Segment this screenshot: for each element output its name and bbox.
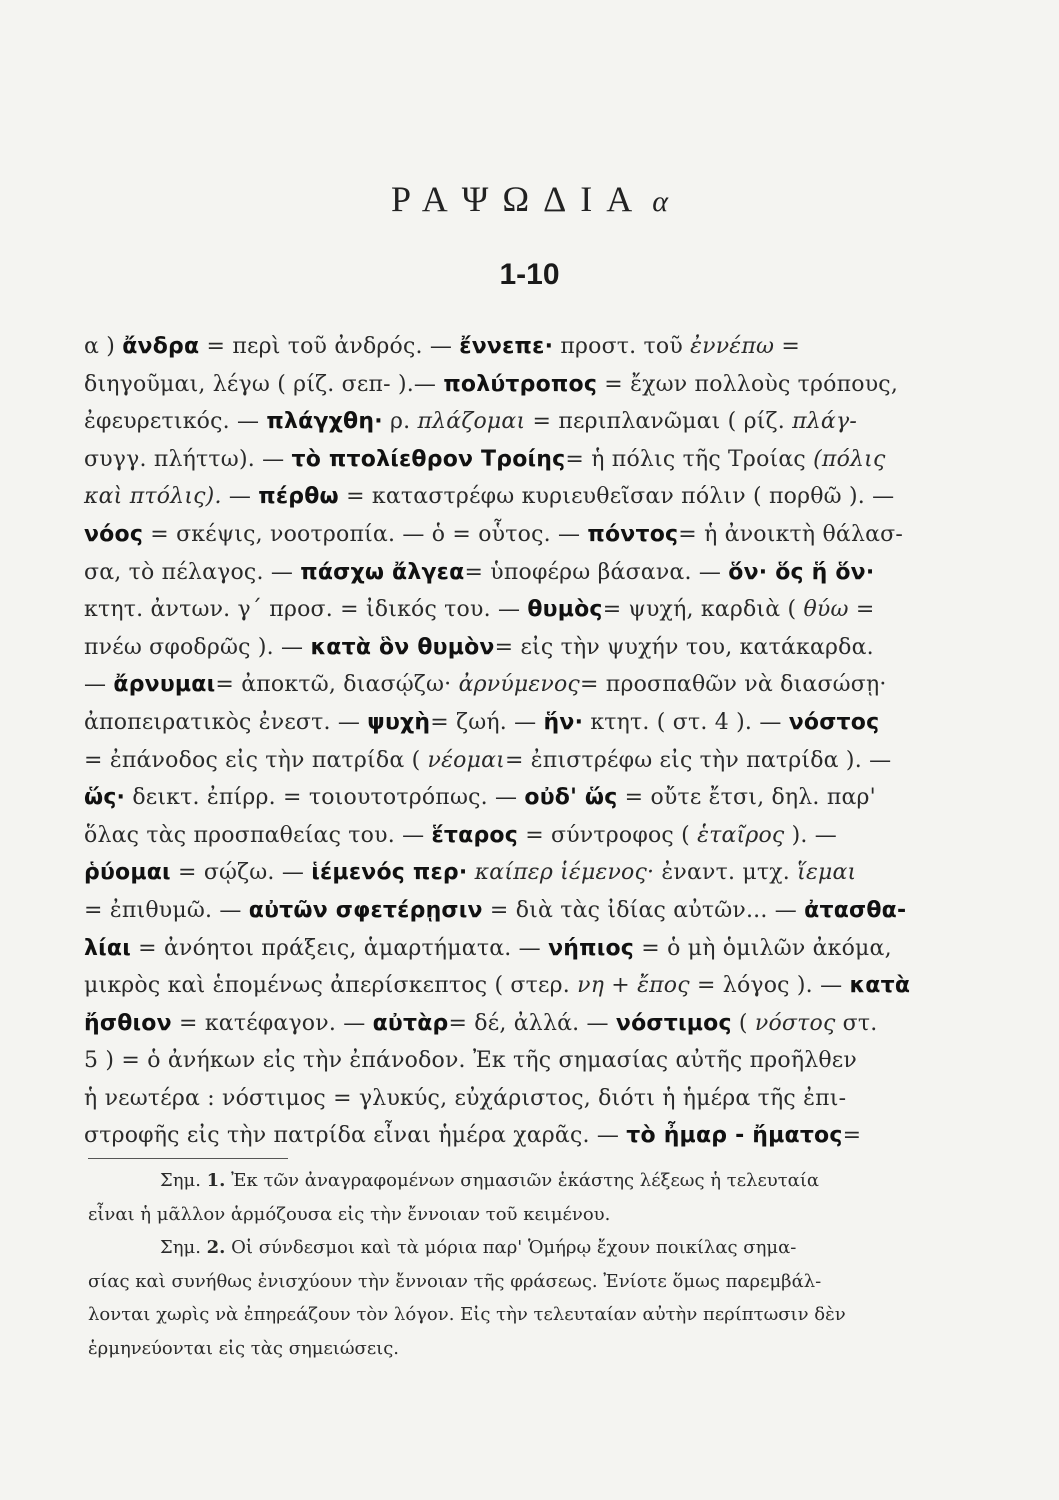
headword: ῥύομαι (84, 860, 171, 886)
footnotes (88, 1164, 968, 1365)
commentary-text (84, 328, 964, 1155)
commentary-line: ἐφευρετικός. — πλάγχθη· ρ. πλάζομαι = περιπλανῶμαι ( ρίζ. πλάγ- (84, 409, 857, 435)
headword: νόστος (788, 709, 880, 735)
commentary-line: στροφῆς εἰς τὴν πατρίδα εἶναι ἡμέρα χαρᾶς. — τὸ ἦμαρ - ἤματος= (84, 1123, 862, 1149)
commentary-line: = ἐπάνοδος εἰς τὴν πατρίδα ( νέομαι= ἐπιστρέφω εἰς τὴν πατρίδα ). — (84, 747, 892, 773)
headword: πόντος (587, 521, 679, 547)
italic-term: νόστος (754, 1010, 836, 1036)
commentary-line: ῥύομαι = σῴζω. — ἱέμενός περ· καίπερ ἱέμενος· ἐναντ. μτχ. ἵεμαι (84, 860, 857, 886)
italic-term: ἔπος (637, 973, 690, 999)
commentary-line: α ) ἄνδρα = περὶ τοῦ ἀνδρός. — ἔννεπε· προστ. τοῦ ἐννέπω = (84, 334, 800, 359)
headword: ἤσθιον (84, 1010, 172, 1036)
italic-term: καίπερ ἱέμενος· (474, 860, 655, 886)
commentary-line: σα, τὸ πέλαγος. — πάσχω ἄλγεα= ὑποφέρω βάσανα. — ὅν· ὅς ἥ ὅν· (84, 559, 875, 585)
headword: νόος (84, 521, 144, 547)
commentary-line: ἤσθιον = κατέφαγον. — αὐτὰρ= δέ, ἀλλά. — νόστιμος ( νόστος στ. (84, 1010, 878, 1036)
commentary-line: νόος = σκέψις, νοοτροπία. — ὁ = οὗτος. — πόντος= ἡ ἀνοικτὴ θάλασ- (84, 521, 904, 547)
footnote-line: Σημ. 2. Οἱ σύνδεσμοι καὶ τὰ μόρια παρ' Ὁμήρῳ ἔχουν ποικίλας σημα- (160, 1237, 797, 1258)
headword: ἕταρος (431, 822, 518, 848)
headword: νόστιμος (615, 1010, 732, 1036)
headword: πολύτροπος (443, 371, 598, 397)
italic-term: πλάζομαι (417, 409, 526, 435)
footnote-line: σίας καὶ συνήθως ἐνισχύουν τὴν ἔννοιαν τῆς φράσεως. Ἐνίοτε ὅμως παρεμβάλ- (88, 1270, 822, 1292)
footnote-line: ἑρμηνεύονται εἰς τὰς σημειώσεις. (88, 1337, 400, 1359)
headword: αὐτὰρ (372, 1010, 449, 1036)
commentary-line: ὥς· δεικτ. ἐπίρρ. = τοιουτοτρόπως. — οὐδ' ὥς = οὔτε ἔτσι, δηλ. παρ' (84, 785, 876, 811)
italic-term: θύω (803, 597, 849, 623)
italic-term: (πόλις (813, 446, 886, 472)
chapter-title (0, 178, 1059, 220)
commentary-line: ἀποπειρατικὸς ἐνεστ. — ψυχὴ= ζωή. — ἥν· κτητ. ( στ. 4 ). — νόστος (84, 709, 880, 735)
headword: πλάγχθη· (266, 409, 383, 435)
verse-range: 1-10 (499, 258, 560, 291)
headword: κατὰ ὃν θυμὸν (310, 634, 495, 660)
headword: αὐτῶν σφετέρῃσιν (248, 897, 483, 923)
headword: πάσχω ἄλγεα (300, 559, 465, 585)
italic-term: ἵεμαι (797, 860, 857, 886)
headword: τὸ πτολίεθρον Τροίης (291, 446, 566, 472)
footnote-divider (88, 1158, 288, 1159)
commentary-line: κτητ. ἀντων. γ΄ προσ. = ἰδικός του. — θυμὸς= ψυχή, καρδιὰ ( θύω = (84, 597, 875, 623)
commentary-line: ἡ νεωτέρα : νόστιμος = γλυκύς, εὐχάριστος, διότι ἡ ἡμέρα τῆς ἐπι- (84, 1085, 847, 1111)
headword: ἱέμενός περ· (311, 860, 468, 886)
headword: ὥς· (84, 785, 126, 811)
headword: ἄνδρα (122, 334, 200, 359)
commentary-line: = ἐπιθυμῶ. — αὐτῶν σφετέρῃσιν = διὰ τὰς ἰδίας αὐτῶν... — ἀτασθα- (84, 897, 907, 923)
headword: κατὰ (849, 973, 911, 999)
footnote-line: Σημ. 1. Ἐκ τῶν ἀναγραφομένων σημασιῶν ἑκάστης λέξεως ἡ τελευταία (160, 1170, 820, 1191)
headword: οὐδ' ὥς (524, 785, 618, 811)
commentary-line: διηγοῦμαι, λέγω ( ρίζ. σεπ- ).— πολύτροπος = ἔχων πολλοὺς τρόπους, (84, 371, 899, 397)
commentary-line: λίαι = ἀνόητοι πράξεις, ἁμαρτήματα. — νήπιος = ὁ μὴ ὁμιλῶν ἀκόμα, (84, 935, 892, 961)
chapter-title-letter: α (652, 185, 668, 218)
headword: πέρθω (258, 484, 339, 510)
headword: 1. (206, 1170, 226, 1191)
headword: ψυχὴ (367, 709, 431, 735)
headword: τὸ ἦμαρ - ἤματος (626, 1123, 843, 1149)
italic-term: νέομαι (427, 747, 505, 773)
headword: θυμὸς (527, 597, 603, 623)
headword: ἔννεπε· (459, 334, 554, 359)
commentary-line: — ἄρνυμαι= ἀποκτῶ, διασῴζω· ἀρνύμενος= προσπαθῶν νὰ διασώσῃ· (84, 672, 887, 698)
headword: ἥν· (543, 709, 584, 735)
chapter-title-text: ΡΑΨΩΔΙΑ (391, 179, 647, 219)
headword: λίαι (84, 935, 131, 961)
commentary-line: 5 ) = ὁ ἀνήκων εἰς τὴν ἐπάνοδον. Ἐκ τῆς σημασίας αὐτῆς προῆλθεν (84, 1048, 857, 1074)
footnote-line: λονται χωρὶς νὰ ἐπηρεάζουν τὸν λόγον. Εἰς τὴν τελευταίαν αὐτὴν περίπτωσιν δὲν (88, 1304, 846, 1325)
commentary-line: ὅλας τὰς προσπαθείας του. — ἕταρος = σύντροφος ( ἑταῖρος ). — (84, 822, 837, 848)
italic-term: νη (577, 973, 605, 999)
italic-term: πλάγ- (792, 409, 857, 435)
headword: νήπιος (548, 935, 635, 961)
italic-term: ἑταῖρος (697, 822, 785, 848)
headword: ἀτασθα- (804, 897, 907, 923)
commentary-line: πνέω σφοδρῶς ). — κατὰ ὃν θυμὸν= εἰς τὴν ψυχήν του, κατάκαρδα. (84, 634, 874, 660)
italic-term: ἐννέπω (690, 334, 775, 359)
commentary-line: μικρὸς καὶ ἑπομένως ἀπερίσκεπτος ( στερ. νη + ἔπος = λόγος ). — κατὰ (84, 973, 911, 999)
headword: ἄρνυμαι (113, 672, 216, 698)
italic-term: καὶ πτόλις). (84, 484, 222, 510)
commentary-line: συγγ. πλήττω). — τὸ πτολίεθρον Τροίης= ἡ πόλις τῆς Τροίας (πόλις (84, 446, 886, 472)
headword: ὅν· ὅς ἥ ὅν· (728, 559, 875, 585)
italic-term: ἀρνύμενος (458, 672, 580, 698)
footnote-line: εἶναι ἡ μᾶλλον ἁρμόζουσα εἰς τὴν ἔννοιαν τοῦ κειμένου. (88, 1203, 611, 1225)
commentary-line: καὶ πτόλις). — πέρθω = καταστρέφω κυριευθεῖσαν πόλιν ( πορθῶ ). — (84, 484, 895, 510)
headword: 2. (206, 1237, 226, 1258)
